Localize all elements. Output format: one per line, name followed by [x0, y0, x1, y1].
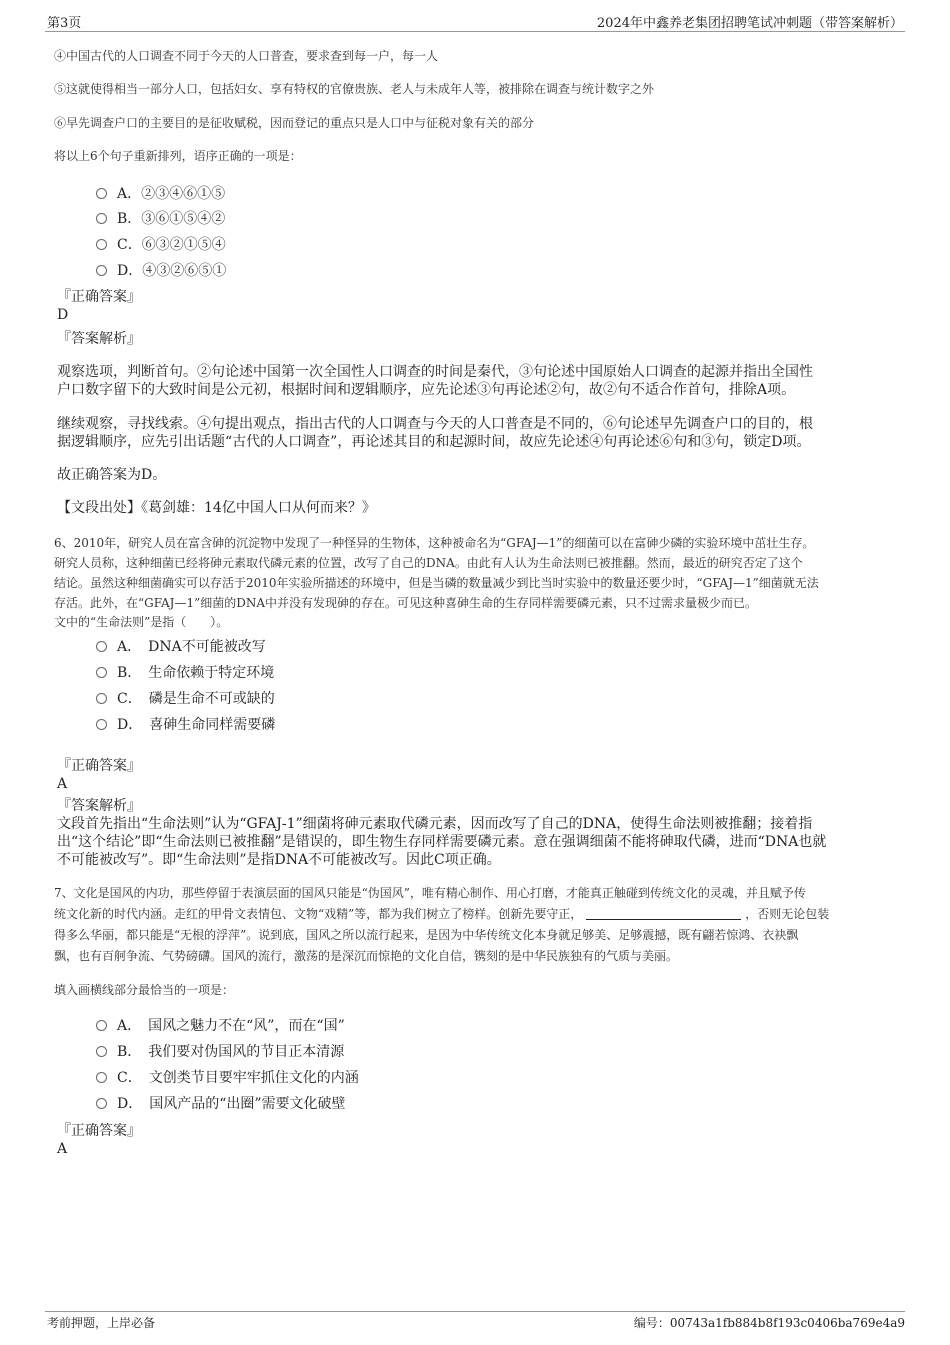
question-prompt: 填入画横线部分最恰当的一项是： [54, 983, 235, 997]
analysis-line: 继续观察，寻找线索。④句提出观点，指出古代的人口调查与今天的人口普查是不同的，⑥句论述早先调查户口的目的，根 [57, 416, 813, 432]
page-number: 第3页 [47, 16, 82, 31]
radio-icon[interactable] [96, 188, 107, 199]
radio-icon[interactable] [96, 693, 107, 704]
option-c[interactable]: C．⑥③②①⑤④ [96, 235, 226, 255]
question-text-line: 存活。此外，在“GFAJ—1”细菌的DNA中并没有发现砷的存在。可见这种喜砷生命的生存同样需要磷元素，只不过需求量极少而已。 [54, 596, 758, 610]
question-text-line: 得多么华丽，都只能是“无根的浮萍”。说到底，国风之所以流行起来，是因为中华传统文化本身就足够美、足够震撼，既有翩若惊鸿、衣袂飘 [54, 928, 799, 942]
radio-icon[interactable] [96, 667, 107, 678]
header-divider [45, 31, 905, 32]
analysis-conclusion: 故正确答案为D。 [57, 467, 167, 483]
sentence-5: ⑤这就使得相当一部分人口，包括妇女、享有特权的官僚贵族、老人与未成年人等，被排除在调查与统计数字之外 [54, 82, 655, 96]
fill-blank [586, 907, 741, 920]
question-text-line: 研究人员称，这种细菌已经将砷元素取代磷元素的位置，改写了自己的DNA。由此有人认为生命法则已被推翻。然而，最近的研究否定了这个 [54, 556, 803, 570]
radio-icon[interactable] [96, 1098, 107, 1109]
question-text-line: 7、文化是国风的内功，那些停留于表演层面的国风只能是“伪国风”，唯有精心制作、用心打磨，才能真正触碰到传统文化的灵魂，并且赋予传 [54, 886, 806, 900]
analysis-label: 『答案解析』 [57, 798, 141, 814]
radio-icon[interactable] [96, 1046, 107, 1057]
radio-icon[interactable] [96, 213, 107, 224]
analysis-line: 出“这个结论”即“生命法则已被推翻”是错误的，即生物生存同样需要磷元素。意在强调细菌不能将砷取代磷，进而“DNA也就 [57, 834, 827, 850]
radio-icon[interactable] [96, 719, 107, 730]
option-a[interactable]: A．②③④⑥①⑤ [96, 184, 225, 204]
answer-value: A [57, 776, 68, 792]
document-id: 编号：00743a1fb884b8f193c0406ba769e4a9 [633, 1316, 905, 1330]
option-b[interactable]: B．③⑥①⑤④② [96, 209, 225, 229]
answer-label: 『正确答案』 [57, 758, 141, 774]
option-d[interactable]: D． 喜砷生命同样需要磷 [96, 715, 275, 735]
footer-slogan: 考前押题，上岸必备 [47, 1316, 156, 1330]
source-citation: 【文段出处】《葛剑雄：14亿中国人口从何而来？》 [57, 500, 376, 516]
radio-icon[interactable] [96, 265, 107, 276]
analysis-line: 户口数字留下的大致时间是公元初，根据时间和逻辑顺序，应先论述③句再论述②句，故②句不适合作首句，排除A项。 [57, 382, 796, 398]
option-c[interactable]: C． 磷是生命不可或缺的 [96, 689, 275, 709]
option-d[interactable]: D．④③②⑥⑤① [96, 261, 226, 281]
option-a[interactable]: A． DNA不可能被改写 [96, 637, 266, 657]
option-b[interactable]: B． 我们要对伪国风的节目正本清源 [96, 1042, 344, 1062]
question-prompt: 文中的“生命法则”是指（ ）。 [54, 615, 229, 629]
question-text-line: 结论。虽然这种细菌确实可以存活于2010年实验所描述的环境中，但是当磷的数量减少到比当时实验中的数量还要少时，“GFAJ—1”细菌就无法 [54, 576, 819, 590]
option-a[interactable]: A． 国风之魅力不在“风”，而在“国” [96, 1016, 345, 1036]
answer-value: D [57, 307, 69, 323]
radio-icon[interactable] [96, 1020, 107, 1031]
analysis-line: 文段首先指出“生命法则”认为“GFAJ-1”细菌将砷元素取代磷元素，因而改写了自己的DNA，使得生命法则被推翻；接着指 [57, 816, 813, 832]
answer-label: 『正确答案』 [57, 1123, 141, 1139]
question-text-line: 6、2010年，研究人员在富含砷的沉淀物中发现了一种怪异的生物体，这种被命名为“GFAJ—1”的细菌可以在富砷少磷的实验环境中茁壮生存。 [54, 536, 815, 550]
sentence-4: ④中国古代的人口调查不同于今天的人口普查，要求查到每一户，每一人 [54, 49, 439, 63]
question-prompt: 将以上6个句子重新排列，语序正确的一项是： [54, 149, 302, 163]
sentence-6: ⑥早先调查户口的主要目的是征收赋税，因而登记的重点只是人口中与征税对象有关的部分 [54, 116, 535, 130]
answer-label: 『正确答案』 [57, 289, 141, 305]
question-text-line: 飘，也有百舸争流、气势磅礴。国风的流行，激荡的是深沉而惊艳的文化自信，镌刻的是中华民族独有的气质与美丽。 [54, 949, 679, 963]
radio-icon[interactable] [96, 1072, 107, 1083]
option-b[interactable]: B． 生命依赖于特定环境 [96, 663, 274, 683]
analysis-label: 『答案解析』 [57, 331, 141, 347]
radio-icon[interactable] [96, 641, 107, 652]
answer-value: A [57, 1141, 68, 1157]
analysis-line: 不可能被改写”。即“生命法则”是指DNA不可能被改写。因此C项正确。 [57, 852, 501, 868]
radio-icon[interactable] [96, 239, 107, 250]
option-d[interactable]: D． 国风产品的“出圈”需要文化破壁 [96, 1094, 346, 1114]
option-c[interactable]: C． 文创类节目要牢牢抓住文化的内涵 [96, 1068, 359, 1088]
analysis-line: 观察选项，判断首句。②句论述中国第一次全国性人口调查的时间是秦代，③句论述中国原始人口调查的起源并指出全国性 [57, 364, 813, 380]
analysis-line: 据逻辑顺序，应先引出话题“古代的人口调查”，再论述其目的和起源时间，故应先论述④句再论述⑥句和③句，锁定D项。 [57, 434, 811, 450]
document-title: 2024年中鑫养老集团招聘笔试冲刺题（带答案解析） [596, 16, 903, 31]
question-text-line: 统文化新的时代内涵。走红的甲骨文表情包、文物“戏精”等，都为我们树立了榜样。创新先要守正， ，否则无论包装 [54, 907, 830, 921]
footer-divider [45, 1311, 905, 1312]
